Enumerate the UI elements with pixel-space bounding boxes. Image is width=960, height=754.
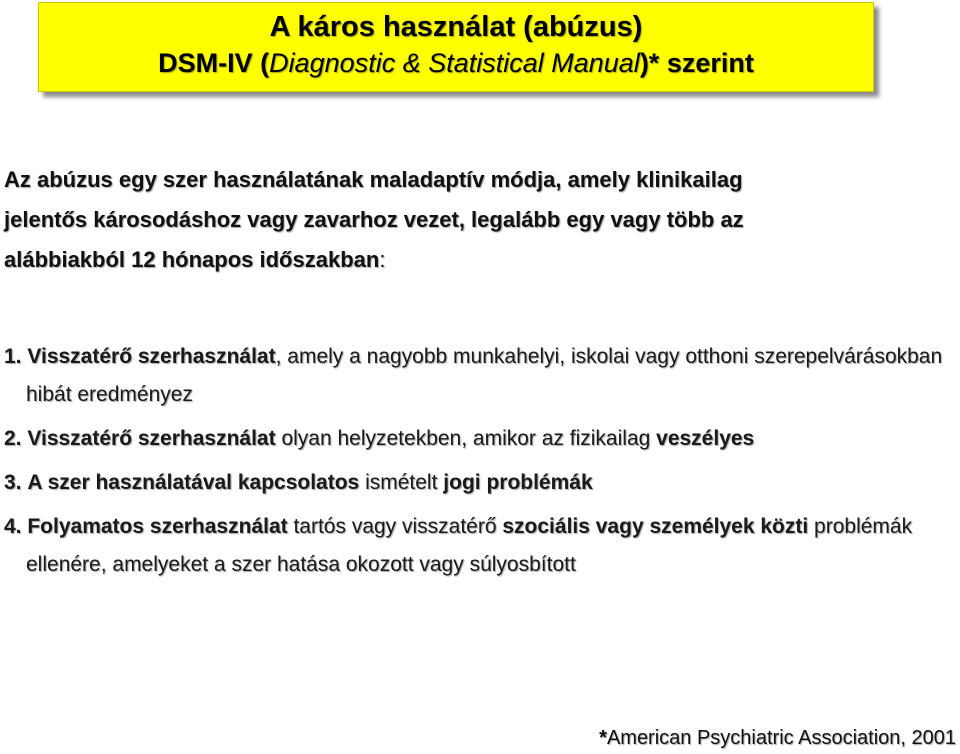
title-line-2-post: )* szerint <box>639 48 754 78</box>
criteria-item-1-bold: Visszatérő szerhasználat <box>27 345 276 368</box>
criteria-item-3-number: 3. <box>4 471 22 494</box>
criteria-item-4-text-2: problémák ellenére, amelyeket a szer hatása okozott vagy súlyosbított <box>26 515 913 576</box>
title-line-2-italic: Diagnostic & Statistical Manual <box>269 48 640 78</box>
criteria-item-3-bold: A szer használatával kapcsolatos <box>27 471 360 494</box>
intro-line-3-rest: : <box>379 247 386 272</box>
criteria-item-4 <box>4 508 954 584</box>
title-line-1: A káros használat (abúzus) <box>269 11 643 43</box>
intro-line-1: Az abúzus egy szer használatának maladaptív módja, amely klinikailag <box>4 167 743 192</box>
title-line-2-pre: DSM-IV ( <box>158 48 270 78</box>
intro-line-3-bold: alábbiakból 12 hónapos időszakban <box>4 247 380 272</box>
footnote-star: * <box>599 727 607 749</box>
criteria-item-3-bold-2: jogi problémák <box>443 471 593 494</box>
criteria-item-3-text: ismételt <box>359 471 444 494</box>
criteria-item-4-bold-2: szociális vagy személyek közti <box>502 515 809 538</box>
criteria-item-2-bold: Visszatérő szerhasználat <box>27 427 276 450</box>
criteria-item-4-number: 4. <box>4 515 22 538</box>
intro-line-3 <box>4 240 954 280</box>
criteria-item-1 <box>4 338 954 414</box>
title-box <box>38 2 874 92</box>
criteria-item-4-text: tartós vagy visszatérő <box>287 515 503 538</box>
footnote <box>599 727 956 750</box>
criteria-item-3 <box>4 464 954 502</box>
criteria-item-1-number: 1. <box>4 345 22 368</box>
criteria-item-2-text: olyan helyzetekben, amikor az fizikailag <box>275 427 657 450</box>
criteria-item-2-number: 2. <box>4 427 22 450</box>
intro-line-2: jelentős károsodáshoz vagy zavarhoz vezet, legalább egy vagy több az <box>4 207 744 232</box>
criteria-item-1-text: , amely a nagyobb munkahelyi, iskolai vagy otthoni szerepelvárásokban hibát eredményez <box>26 345 943 406</box>
title-line-2 <box>39 45 873 81</box>
intro-paragraph <box>4 160 954 280</box>
criteria-list <box>4 338 954 584</box>
criteria-item-2-bold-2: veszélyes <box>656 427 755 450</box>
footnote-text: American Psychiatric Association, 2001 <box>606 727 956 749</box>
criteria-item-4-bold: Folyamatos szerhasználat <box>27 515 288 538</box>
criteria-item-2 <box>4 420 954 458</box>
